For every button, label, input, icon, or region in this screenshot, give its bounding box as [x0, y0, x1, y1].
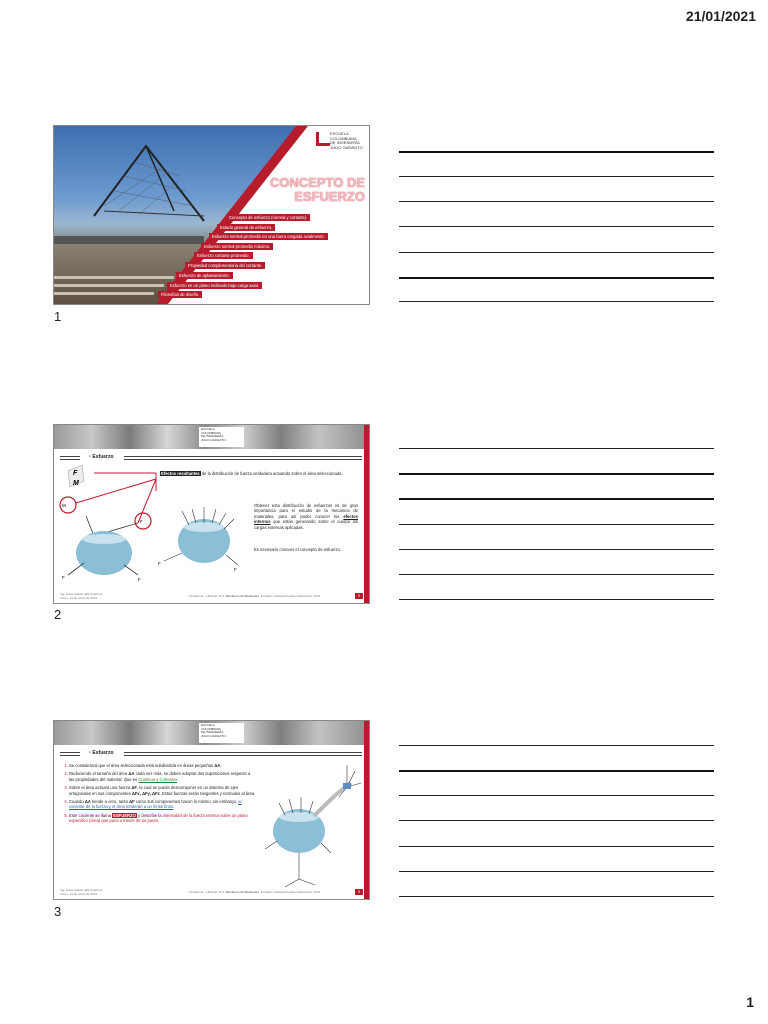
print-date: 21/01/2021 — [685, 8, 756, 24]
topic-item: Propiedad complementaria del cortante. — [185, 262, 265, 269]
notes-line — [399, 151, 714, 153]
notes-line — [399, 473, 714, 475]
topic-item: Concepto de esfuerzo (normal y cortante). — [226, 214, 310, 221]
svg-text:F: F — [158, 561, 161, 566]
section-header: ◔ Esfuerzo — [60, 453, 362, 461]
notes-line — [399, 301, 714, 302]
notes-line — [399, 574, 714, 575]
notes-line — [399, 448, 714, 449]
notes-line — [399, 252, 714, 253]
notes-line — [399, 871, 714, 872]
gauge-icon: ◔ — [88, 454, 92, 460]
svg-text:M: M — [62, 503, 66, 508]
slide-number: 3 — [54, 904, 62, 919]
slide-page-number: 2 — [355, 593, 363, 599]
slide-footer-source: Tomado de : Hibbeler, R.C. Mecánica de Materiales. 8 edición. Editorial Pearson Educación. 2011 — [189, 890, 321, 894]
notes-line — [399, 176, 714, 177]
topic-item: Esfuerzo en un plano inclinado bajo carga axial. — [167, 282, 262, 289]
notes-line — [399, 524, 714, 525]
list-item: 3. Sobre el área actuará una fuerza ΔF, la cual se puede descomponer en un sistema de ejes ortogonales en sus componentes ΔFx, ΔFy, ΔFz. Estas fuerzas serán tangentes y normales al área. — [69, 785, 256, 796]
svg-text:F: F — [234, 567, 237, 572]
school-logo: ESCUELA COLOMBIANA DE INGENIERÍA JULIO GARAVITO — [199, 723, 244, 743]
svg-text:F: F — [140, 519, 143, 524]
list-item: 2. Reduciendo el tamaño del área ΔA cada vez más, se deben adoptar dos suposiciones respecto a las propiedades del material: Que es Continuo y Cohesivo. — [69, 771, 256, 782]
list-item: 4. Cuando ΔA tiende a cero, tanto ΔF como sus componentes hacen lo mismo; sin embargo, el cociente de la fuerza y el área tenderán a un límite finito. — [69, 799, 256, 810]
topic-item: Esfuerzo normal promedio máximo. — [201, 243, 273, 250]
notes-line — [399, 820, 714, 821]
school-logo: ESCUELA COLOMBIANA DE INGENIERÍA JULIO GARAVITO — [199, 427, 244, 447]
school-logo-icon — [316, 132, 330, 146]
notes-line — [399, 201, 714, 202]
gauge-icon: ◔ — [88, 750, 92, 756]
notes-line — [399, 745, 714, 746]
slide-title: CONCEPTO DE ESFUERZO — [269, 175, 365, 204]
force-components-diagram — [259, 761, 364, 891]
force-label: F — [73, 470, 78, 477]
topic-item: Estado general de esfuerzo. — [217, 224, 275, 231]
slide-footer-author: Ing. Jesús Daniel Villa Paternos Lunes, 11 de enero de 2021 — [60, 888, 103, 896]
notes-line — [399, 846, 714, 847]
topic-item: Filosofías de diseño. — [158, 291, 202, 298]
page-number: 1 — [746, 994, 754, 1010]
notes-line — [399, 549, 714, 550]
svg-text:F: F — [62, 575, 65, 580]
notes-line — [399, 896, 714, 897]
notes-line — [399, 226, 714, 227]
slide-3 — [53, 720, 370, 900]
slide-2 — [53, 424, 370, 604]
paragraph-2: Obtener esta distribución de esfuerzos es de gran importancia para el estudio de la mecánica de materiales, para así poder conocer los efectos internos que están generando sobre el cuerpo las cargas externas aplicadas. — [254, 503, 358, 530]
topic-item: Esfuerzo de aplastamiento. — [176, 272, 233, 279]
points-list — [60, 763, 256, 827]
stress-body-diagram — [54, 461, 254, 591]
section-header: ◔ Esfuerzo — [60, 749, 362, 757]
list-item: 1. Se considerará que el área seleccionada está subdividida en áreas pequeñas ΔA. — [69, 763, 256, 768]
notes-line — [399, 599, 714, 600]
school-logo-text: ESCUELA COLOMBIANA DE INGENIERÍA JULIO GARAVITO — [330, 131, 363, 150]
notes-line — [399, 498, 714, 500]
slide-number: 1 — [54, 309, 62, 324]
list-item: 5. Este cociente se llama ESFUERZO y describe la intensidad de la fuerza interna sobre un plano específico (área) que pasa a través de un punto. — [69, 813, 256, 824]
slide-footer-author: Ing. Jesús Daniel Villa Paternos Lunes, 11 de enero de 2021 — [60, 592, 103, 600]
slide-footer-source: Tomado de : Hibbeler, R.C. Mecánica de Materiales. 8 edición. Editorial Pearson Educación. 2011 — [189, 594, 321, 598]
topic-item: Esfuerzo normal promedio en una barra cargada axialmente. — [209, 233, 328, 240]
slide-number: 2 — [54, 607, 62, 622]
topic-item: Esfuerzo cortante promedio. — [194, 252, 253, 259]
paragraph-1: Efectos resultantes de la distribución de fuerza verdadera actuando sobre el área seleccionada. — [161, 471, 343, 476]
slide-page-number: 3 — [355, 889, 363, 895]
notes-line — [399, 277, 714, 279]
paragraph-3: Es necesario conocer el concepto de esfuerzo. — [254, 547, 342, 552]
moment-label: M — [73, 480, 79, 487]
svg-text:F: F — [138, 577, 141, 582]
slide-1 — [53, 125, 370, 305]
notes-line — [399, 795, 714, 796]
notes-line — [399, 770, 714, 772]
